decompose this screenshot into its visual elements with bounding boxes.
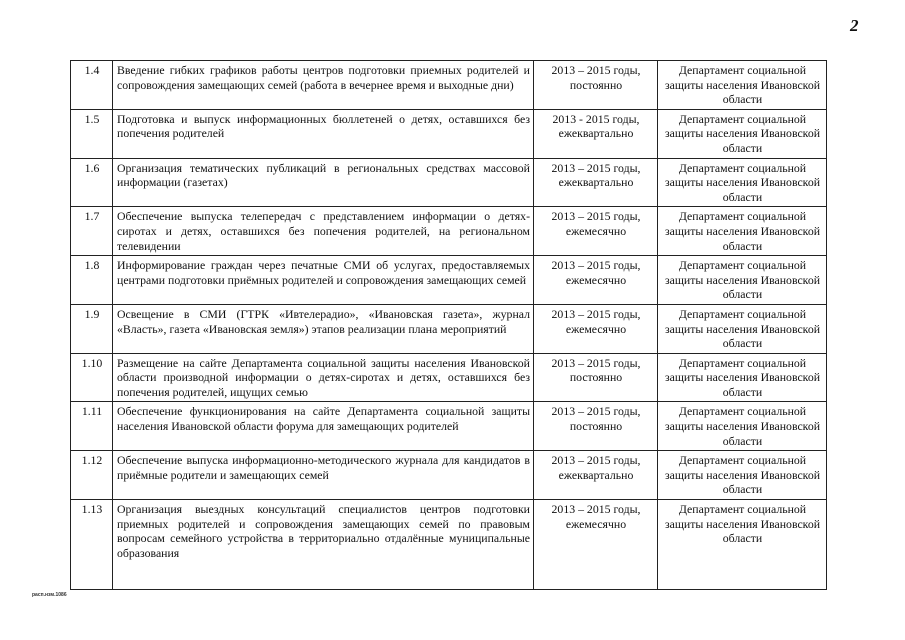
row-measure: Размещение на сайте Департамента социальной защиты населения Ивановской области производной информации о детях-сиротах и детях, оставшихся без попечения родителей, ищущих семью: [113, 353, 534, 402]
row-number: 1.6: [71, 158, 113, 207]
row-number: 1.8: [71, 256, 113, 305]
row-measure: Обеспечение функционирования на сайте Департамента социальной защиты населения Ивановской области форума для замещающих родителей: [113, 402, 534, 451]
row-number: 1.9: [71, 304, 113, 353]
row-period: 2013 – 2015 годы, постоянно: [534, 353, 658, 402]
page-number: 2: [850, 16, 859, 35]
table-row: [71, 158, 827, 207]
row-period: 2013 – 2015 годы, ежемесячно: [534, 304, 658, 353]
row-number: 1.4: [71, 61, 113, 110]
row-measure: Освещение в СМИ (ГТРК «Ивтелерадио», «Ивановская газета», журнал «Власть», газета «Ивановская земля») этапов реализации плана мероприятий: [113, 304, 534, 353]
row-period: 2013 – 2015 годы, ежеквартально: [534, 158, 658, 207]
row-number: 1.11: [71, 402, 113, 451]
row-responsible: Департамент социальной защиты населения Ивановской области: [658, 207, 827, 256]
row-period: 2013 – 2015 годы, ежемесячно: [534, 500, 658, 590]
table-row: [71, 109, 827, 158]
measures-table-body: [71, 61, 827, 590]
table-row: [71, 61, 827, 110]
row-responsible: Департамент социальной защиты населения Ивановской области: [658, 158, 827, 207]
row-responsible: Департамент социальной защиты населения Ивановской области: [658, 109, 827, 158]
row-responsible: Департамент социальной защиты населения Ивановской области: [658, 61, 827, 110]
row-number: 1.10: [71, 353, 113, 402]
table-row: [71, 207, 827, 256]
row-responsible: Департамент социальной защиты населения Ивановской области: [658, 304, 827, 353]
row-responsible: Департамент социальной защиты населения Ивановской области: [658, 500, 827, 590]
row-responsible: Департамент социальной защиты населения Ивановской области: [658, 256, 827, 305]
row-period: 2013 – 2015 годы, ежемесячно: [534, 207, 658, 256]
row-measure: Информирование граждан через печатные СМИ об услугах, предоставляемых центрами подготовки приёмных родителей и сопровождения замещающих семей: [113, 256, 534, 305]
row-period: 2013 – 2015 годы, постоянно: [534, 61, 658, 110]
row-number: 1.13: [71, 500, 113, 590]
table-row: [71, 451, 827, 500]
footer-document-mark: расп.нзм.1086: [32, 592, 67, 598]
table-row: [71, 256, 827, 305]
table-row: [71, 353, 827, 402]
row-measure: Обеспечение выпуска информационно-методического журнала для кандидатов в приёмные родители и замещающих семей: [113, 451, 534, 500]
row-number: 1.5: [71, 109, 113, 158]
table-row: [71, 402, 827, 451]
table-row: [71, 304, 827, 353]
row-period: 2013 - 2015 годы, ежеквартально: [534, 109, 658, 158]
row-measure: Подготовка и выпуск информационных бюллетеней о детях, оставшихся без попечения родителей: [113, 109, 534, 158]
row-responsible: Департамент социальной защиты населения Ивановской области: [658, 402, 827, 451]
row-period: 2013 – 2015 годы, ежемесячно: [534, 256, 658, 305]
row-number: 1.7: [71, 207, 113, 256]
measures-table: [70, 60, 827, 590]
row-measure: Организация тематических публикаций в региональных средствах массовой информации (газетах): [113, 158, 534, 207]
row-measure: Организация выездных консультаций специалистов центров подготовки приемных родителей и сопровождения замещающих семей по правовым вопросам семейного устройства в территориально отдалённые муниципальные образования: [113, 500, 534, 590]
table-row: [71, 500, 827, 590]
row-responsible: Департамент социальной защиты населения Ивановской области: [658, 451, 827, 500]
row-measure: Введение гибких графиков работы центров подготовки приемных родителей и сопровождения замещающих семей (работа в вечернее время и выходные дни): [113, 61, 534, 110]
row-period: 2013 – 2015 годы, ежеквартально: [534, 451, 658, 500]
row-period: 2013 – 2015 годы, постоянно: [534, 402, 658, 451]
row-measure: Обеспечение выпуска телепередач с представлением информации о детях-сиротах и детях, оставшихся без попечения родителей, на региональном телевидении: [113, 207, 534, 256]
row-responsible: Департамент социальной защиты населения Ивановской области: [658, 353, 827, 402]
row-number: 1.12: [71, 451, 113, 500]
